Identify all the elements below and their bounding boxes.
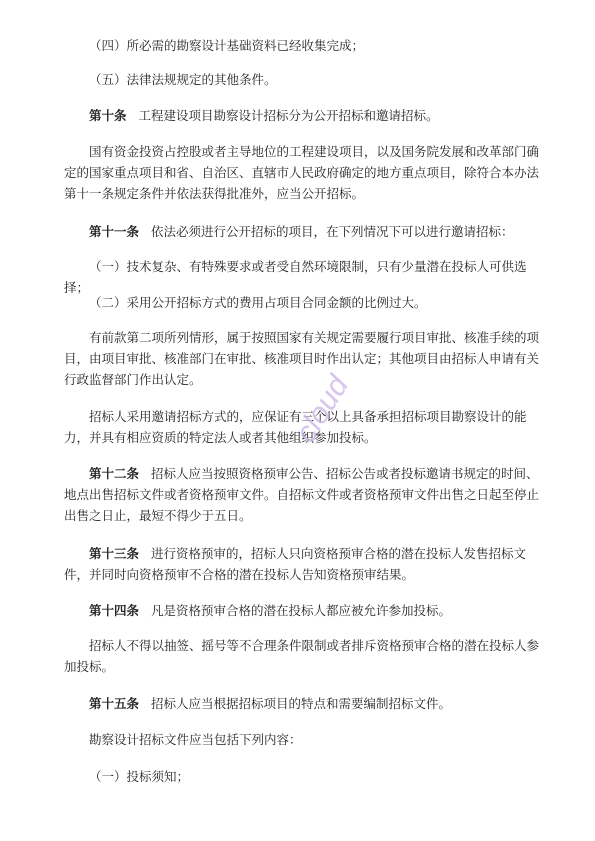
paragraph-9 bbox=[64, 406, 550, 448]
article-15 bbox=[64, 693, 550, 714]
paragraph-16 bbox=[64, 766, 550, 787]
paragraph-9-text: 招标人采用邀请招标方式的，应保证有三个以上具备承担招标项目勘察设计的能力，并具有相应资质的特定法人或者其他组织参加投标。 bbox=[64, 409, 527, 445]
article-15-number: 第十五条 bbox=[89, 696, 140, 711]
article-11-text: 依法必须进行公开招标的项目，在下列情况下可以进行邀请招标： bbox=[151, 224, 514, 239]
article-10-text: 工程建设项目勘察设计招标分为公开招标和邀请招标。 bbox=[138, 108, 439, 123]
article-12-text: 招标人应当按照资格预审公告、招标公告或者投标邀请书规定的时间、地点出售招标文件或者资格预审文件。自招标文件或者资格预审文件出售之日起至停止出售之日止，最短不得少于五日。 bbox=[64, 466, 540, 523]
article-15-text: 招标人应当根据招标项目的特点和需要编制招标文件。 bbox=[151, 696, 452, 711]
article-14 bbox=[64, 600, 550, 621]
article-13-number: 第十三条 bbox=[89, 546, 140, 561]
article-12 bbox=[64, 463, 550, 526]
paragraph-8-text: 有前款第二项所列情形，属于按照国家有关规定需要履行项目审批、核准手续的项目，由项目审批、核准部门在审批、核准项目时作出认定；其他项目由招标人申请有关行政监督部门作出认定。 bbox=[64, 330, 540, 387]
paragraph-13-text: 招标人不得以抽签、摇号等不合理条件限制或者排斥资格预审合格的潜在投标人参加投标。 bbox=[64, 638, 540, 674]
article-11 bbox=[64, 221, 550, 242]
paragraph-8 bbox=[64, 327, 550, 390]
paragraph-2-text: （五）法律法规规定的其他条件。 bbox=[89, 72, 277, 87]
article-14-text: 凡是资格预审合格的潜在投标人都应被允许参加投标。 bbox=[151, 603, 452, 618]
paragraph-13 bbox=[64, 635, 550, 677]
paragraph-1 bbox=[64, 35, 550, 56]
paragraph-7 bbox=[64, 292, 550, 313]
article-12-number: 第十二条 bbox=[89, 466, 140, 481]
paragraph-2 bbox=[64, 69, 550, 90]
article-13 bbox=[64, 543, 550, 585]
paragraph-7-text: （二）采用公开招标方式的费用占项目合同金额的比例过大。 bbox=[89, 295, 427, 310]
article-10-number: 第十条 bbox=[89, 108, 127, 123]
paragraph-6-text: （一）技术复杂、有特殊要求或者受自然环境限制，只有少量潜在投标人可供选择； bbox=[64, 259, 527, 295]
watermark-text: cloud bbox=[289, 370, 356, 449]
article-13-text: 进行资格预审的，招标人只向资格预审合格的潜在投标人发售招标文件，并同时向资格预审不合格的潜在投标人告知资格预审结果。 bbox=[64, 546, 527, 582]
paragraph-16-text: （一）投标须知； bbox=[89, 769, 190, 784]
paragraph-4 bbox=[64, 141, 550, 204]
article-11-number: 第十一条 bbox=[89, 224, 140, 239]
paragraph-1-text: （四）所必需的勘察设计基础资料已经收集完成； bbox=[89, 38, 365, 53]
paragraph-15 bbox=[64, 729, 550, 750]
article-10 bbox=[64, 105, 550, 126]
article-14-number: 第十四条 bbox=[89, 603, 140, 618]
paragraph-4-text: 国有资金投资占控股或者主导地位的工程建设项目，以及国务院发展和改革部门确定的国家重点项目和省、自治区、直辖市人民政府确定的地方重点项目，除符合本办法第十一条规定条件并依法获得批准外，应当公开招标。 bbox=[64, 144, 540, 201]
paragraph-15-text: 勘察设计招标文件应当包括下列内容： bbox=[89, 732, 302, 747]
